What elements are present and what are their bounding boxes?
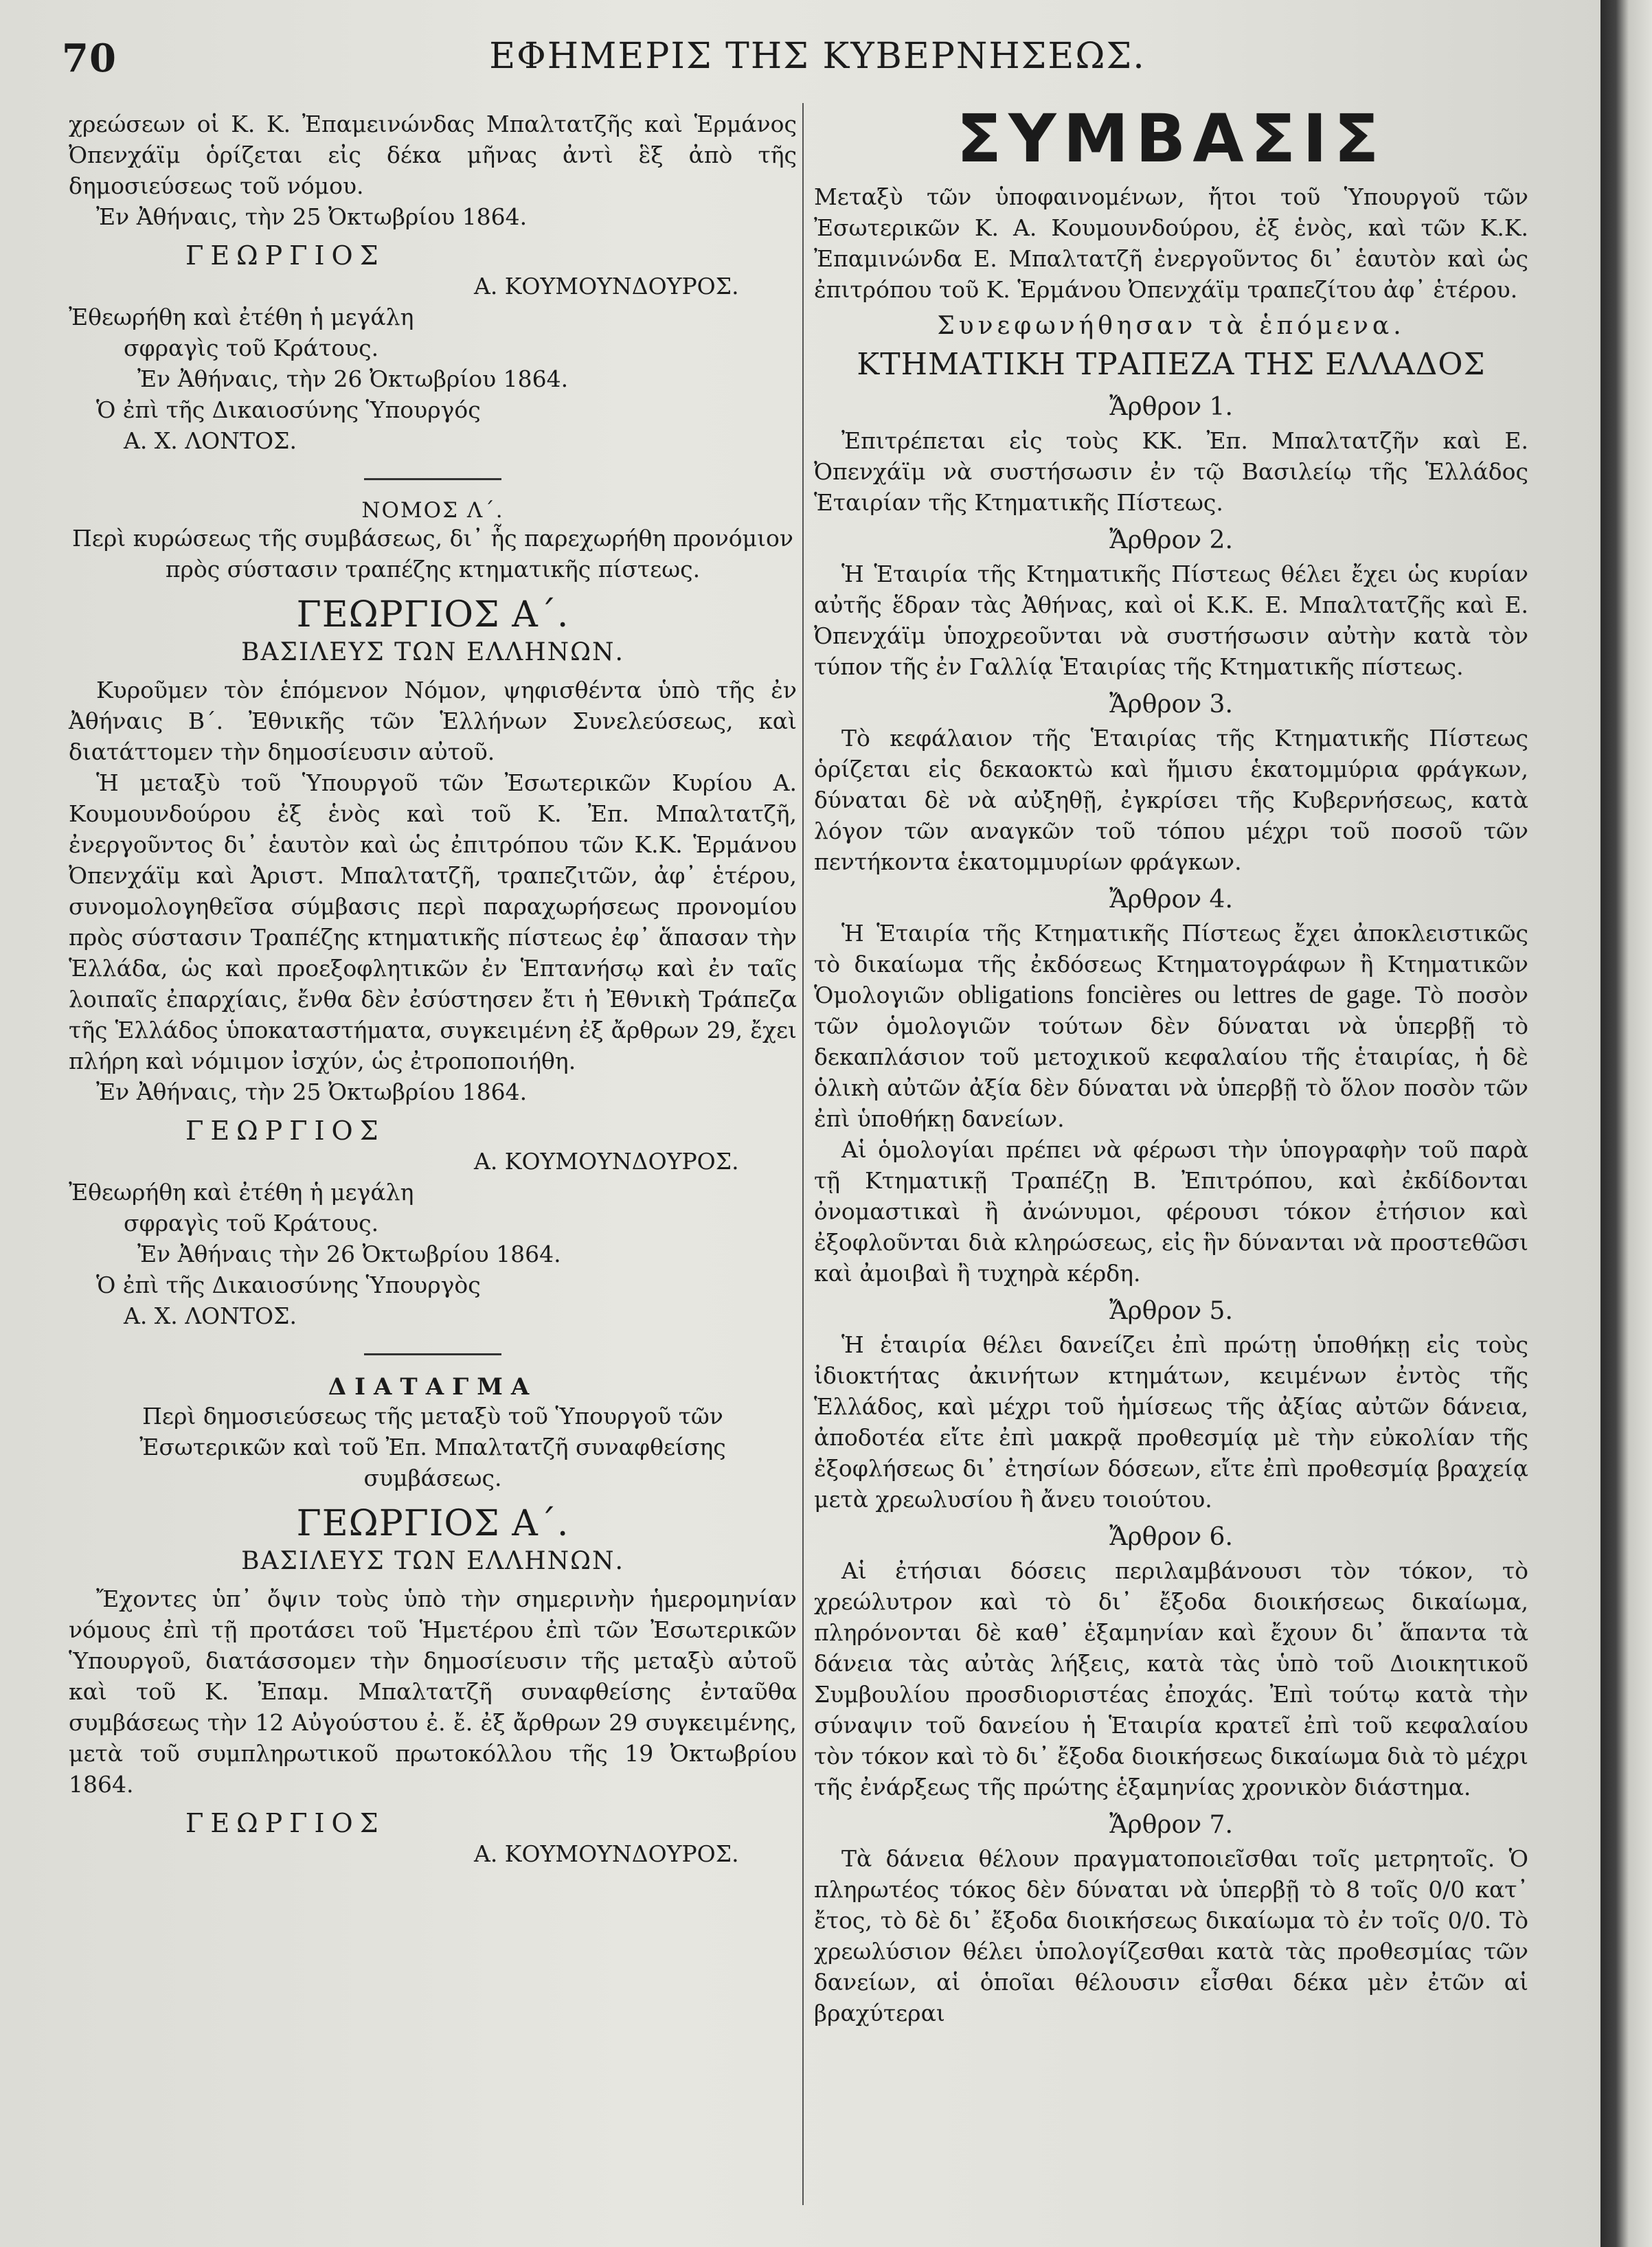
article-text: Ἡ Ἑταιρία τῆς Κτηματικῆς Πίστεως θέλει ἔχει ὡς κυρίαν αὐτῆς ἕδραν τὰς Ἀθήνας, καὶ οἱ Κ.Κ. Ε. Μπαλτατζῆς καὶ Ε. Ὀπενχάϊμ ὑποχρεοῦνται νὰ συστήσωσιν αὐτὴν κατὰ τὸν τύπον τῆς ἐν Γαλλίᾳ Ἑταιρίας τῆς Κτηματικῆς πίστεως.	[814, 561, 1528, 680]
page-number: 70	[62, 36, 117, 81]
article-heading: Ἄρθρον 2.	[1109, 526, 1233, 554]
seal-note: Ἐθεωρήθη καὶ ἐτέθη ἡ μεγάλη	[69, 304, 414, 330]
royal-title: ΒΑΣΙΛΕΥΣ ΤΩΝ ΕΛΛΗΝΩΝ.	[241, 1547, 624, 1575]
column-divider	[802, 103, 804, 2205]
article-text: Αἱ ἐτήσιαι δόσεις περιλαμβάνουσι τὸν τόκον, τὸ χρεώλυτρον καὶ τὸ δι᾽ ἔξοδα διοικήσεως δικαίωμα, πληρόνονται δὲ καθ᾽ ἑξαμηνίαν καὶ ἔχουν δι᾽ ἅπαντα τὰ δάνεια τὰς αὐτὰς λήξεις, κατὰ τὰς ὑπὸ τοῦ Διοικητικοῦ Συμβουλίου προσδιοριστέας ἐποχάς. Ἐπὶ τούτῳ κατὰ τὴν σύναψιν τοῦ δανείου ἡ Ἑταιρία κρατεῖ ἐπὶ τοῦ κεφαλαίου τὸν τόκον καὶ τὸ δι᾽ ἔξοδα διοικήσεως δικαίωμα διὰ τὸ μέχρι τῆς ἐνάρξεως τῆς πρώτης ἑξαμηνίας χρονικὸν διάστημα.	[814, 1557, 1528, 1800]
agreed-line: Συνεφωνήθησαν τὰ ἑπόμενα.	[937, 312, 1405, 340]
right-column	[814, 100, 1528, 2029]
article-text-part: Τὸ ποσὸν τῶν ὁμολογιῶν τούτων δὲν δύναται νὰ ὑπερβῇ τὸ δεκαπλάσιον τοῦ μετοχικοῦ κεφαλαίου τῆς ἑταιρίας, ἡ δὲ ὁλικὴ αὐτῶν ἀξία δὲν δύναται νὰ ὑπερβῇ τὸ ὅλον ποσὸν τῶν ἐπὶ ὑποθήκῃ δανείων.	[814, 982, 1528, 1132]
article-text: Τὰ δάνεια θέλουν πραγματοποιεῖσθαι τοῖς μετρητοῖς. Ὁ πληρωτέος τόκος δὲν δύναται νὰ ὑπερβῇ τὸ 8 τοῖς 0/0 κατ᾽ ἔτος, τὸ δὲ δι᾽ ἔξοδα διοικήσεως δικαίωμα τὸ ἐν τοῖς 0/0. Τὸ χρεωλύσιον θέλει ὑπολογίζεσθαι κατὰ τὰς προθεσμίας τῶν δανείων, αἱ ὁποῖαι θέλουσιν εἶσθαι δέκα μὲν ἐτῶν αἱ βραχύτεραι	[814, 1845, 1528, 2026]
section-rule	[364, 1353, 501, 1355]
royal-title: ΒΑΣΙΛΕΥΣ ΤΩΝ ΕΛΛΗΝΩΝ.	[241, 638, 624, 666]
article-heading: Ἄρθρον 1.	[1109, 393, 1233, 421]
book-binding-edge	[1600, 0, 1652, 2247]
running-header: ΕΦΗΜΕΡΙΣ ΤΗΣ ΚΥΒΕΡΝΗΣΕΩΣ.	[489, 36, 1146, 77]
bank-title: ΚΤΗΜΑΤΙΚΗ ΤΡΑΠΕΖΑ ΤΗΣ ΕΛΛΑΔΟΣ	[857, 347, 1486, 382]
article-heading: Ἄρθρον 6.	[1109, 1523, 1233, 1551]
date-line: Ἐν Ἀθήναις, τὴν 25 Ὀκτωβρίου 1864.	[96, 1079, 528, 1105]
french-term: obligations foncières ou lettres de gage.	[958, 980, 1402, 1009]
seal-note: Ἐθεωρήθη καὶ ἐτέθη ἡ μεγάλη	[69, 1179, 414, 1206]
section-rule	[364, 478, 501, 480]
continued-text: χρεώσεων οἱ Κ. Κ. Ἐπαμεινώνδας Μπαλτατζῆς καὶ Ἑρμάνος Ὀπενχάϊμ ὁρίζεται εἰς δέκα μῆνας ἀντὶ ἓξ ἀπὸ τῆς δημοσιεύσεως τοῦ νόμου.	[69, 111, 797, 199]
article-text-part: Ἡ Ἑταιρία τῆς Κτηματικῆς Πίστεως ἔχει ἀποκλειστικῶς τὸ δικαίωμα τῆς ἐκδόσεως Κτηματογράφων ἢ Κτηματικῶν Ὁμολογιῶν	[814, 920, 1528, 1008]
article-text: Αἱ ὁμολογίαι πρέπει νὰ φέρωσι τὴν ὑπογραφὴν τοῦ παρὰ τῇ Κτηματικῇ Τραπέζῃ Β. Ἐπιτρόπου, καὶ ἐκδίδονται ὀνομαστικαὶ ἢ ἀνώνυμοι, φέρουσι τόκον ἐτήσιον καὶ ἐξοφλοῦνται διὰ κληρώσεως, εἰς ἣν δύνανται νὰ προστεθῶσι καὶ ἀμοιβαὶ ἢ τυχηρὰ κέρδη.	[814, 1136, 1528, 1287]
ratification-text: Κυροῦμεν τὸν ἑπόμενον Νόμον, ψηφισθέντα ὑπὸ τῆς ἐν Ἀθήναις Β΄. Ἐθνικῆς τῶν Ἑλλήνων Συνελεύσεως, καὶ διατάττομεν τὴν δημοσίευσιν αὐτοῦ.	[69, 677, 797, 765]
date-line: Ἐν Ἀθήναις, τὴν 26 Ὀκτωβρίου 1864.	[137, 365, 569, 392]
article-heading: Ἄρθρον 3.	[1109, 690, 1233, 719]
justice-minister-title: Ὁ ἐπὶ τῆς Δικαιοσύνης Ὑπουργός	[96, 396, 481, 423]
seal-note-cont: σφραγὶς τοῦ Κράτους.	[124, 1210, 379, 1237]
article-heading: Ἄρθρον 5.	[1109, 1297, 1233, 1325]
minister-signature: Α. ΚΟΥΜΟΥΝΔΟΥΡΟΣ.	[474, 273, 739, 300]
decree-heading: ΔΙΑΤΑΓΜΑ	[328, 1373, 538, 1401]
law-body: Ἡ μεταξὺ τοῦ Ὑπουργοῦ τῶν Ἐσωτερικῶν Κυρίου Α. Κουμουνδούρου ἐξ ἑνὸς καὶ τοῦ Κ. Ἐπ. Μπαλτατζῆ, ἐνεργοῦντος δι᾽ ἑαυτὸν καὶ ὡς ἐπιτρόπου τῶν Κ.Κ. Ἑρμάνου Ὀπενχάϊμ καὶ Ἀριστ. Μπαλτατζῆ, τραπεζιτῶν, ἀφ᾽ ἑτέρου, συνομολογηθεῖσα σύμβασις περὶ παραχωρήσεως προνομίου πρὸς σύστασιν Τραπέζης κτηματικῆς πίστεως ἐφ᾽ ἅπασαν τὴν Ἑλλάδα, ὡς καὶ προεξοφλητικῶν ἐν Ἑπτανήσῳ καὶ ἐν ταῖς λοιπαῖς ἐπαρχίαις, ἔνθα δὲν ἐσύστησεν ἔτι ἡ Ἐθνικὴ Τράπεζα τῆς Ἑλλάδος ὑποκαταστήματα, συγκειμένη ἐξ ἄρθρων 29, ἔχει πλήρη καὶ νόμιμον ἰσχύν, ὡς ἐτροποποιήθη.	[69, 769, 797, 1074]
seal-note-cont: σφραγὶς τοῦ Κράτους.	[124, 335, 379, 361]
date-line: Ἐν Ἀθήναις, τὴν 25 Ὀκτωβρίου 1864.	[96, 203, 528, 230]
justice-minister-name: Α. Χ. ΛΟΝΤΟΣ.	[124, 1302, 297, 1329]
king-heading: ΓΕΩΡΓΙΟΣ Α΄.	[296, 594, 569, 635]
decree-subject: Περὶ δημοσιεύσεως τῆς μεταξὺ τοῦ Ὑπουργοῦ τῶν Ἐσωτερικῶν καὶ τοῦ Ἐπ. Μπαλτατζῆ συναφθείσης συμβάσεως.	[139, 1403, 726, 1491]
justice-minister-name: Α. Χ. ΛΟΝΤΟΣ.	[124, 427, 297, 454]
justice-minister-title: Ὁ ἐπὶ τῆς Δικαιοσύνης Ὑπουργὸς	[96, 1272, 481, 1298]
article-text: Τὸ κεφάλαιον τῆς Ἑταιρίας τῆς Κτηματικῆς Πίστεως ὁρίζεται εἰς δεκαοκτὼ καὶ ἥμισυ ἑκατομμύρια φράγκων, δύναται δὲ νὰ αὐξηθῇ, ἐγκρίσει τῆς Κυβερνήσεως, κατὰ λόγον τῶν αναγκῶν τοῦ τόπου μέχρι τοῦ ποσοῦ τῶν πεντήκοντα ἑκατομμυρίων φράγκων.	[814, 725, 1528, 875]
royal-signature: ΓΕΩΡΓΙΟΣ	[185, 1116, 385, 1146]
left-column	[69, 109, 797, 1869]
article-text: Ἐπιτρέπεται εἰς τοὺς ΚΚ. Ἐπ. Μπαλτατζῆν καὶ Ε. Ὀπενχάϊμ νὰ συστήσωσιν ἐν τῷ Βασιλείῳ τῆς Ἑλλάδος Ἑταιρίαν τῆς Κτηματικῆς Πίστεως.	[814, 427, 1528, 516]
agreement-parties: Μεταξὺ τῶν ὑποφαινομένων, ἤτοι τοῦ Ὑπουργοῦ τῶν Ἐσωτερικῶν Κ. Α. Κουμουνδούρου, ἐξ ἑνὸς, καὶ τῶν Κ.Κ. Ἐπαμινώνδα Ε. Μπαλτατζῆ ἐνεργοῦντος δι᾽ ἑαυτὸν καὶ ὡς ἐπιτρόπου τοῦ Κ. Ἑρμάνου Ὀπενχάϊμ τραπεζίτου ἀφ᾽ ἑτέρου.	[814, 183, 1528, 303]
king-heading: ΓΕΩΡΓΙΟΣ Α΄.	[296, 1503, 569, 1544]
article-text	[814, 918, 1528, 1134]
minister-signature: Α. ΚΟΥΜΟΥΝΔΟΥΡΟΣ.	[474, 1148, 739, 1175]
law-number: ΝΟΜΟΣ Λ΄.	[361, 498, 504, 523]
article-heading: Ἄρθρον 4.	[1109, 885, 1233, 914]
decree-body: Ἔχοντες ὑπ᾽ ὄψιν τοὺς ὑπὸ τὴν σημερινὴν ἡμερομηνίαν νόμους ἐπὶ τῇ προτάσει τοῦ Ἡμετέρου ἐπὶ τῶν Ἐσωτερικῶν Ὑπουργοῦ, διατάσσομεν τὴν δημοσίευσιν τῆς μεταξὺ αὐτοῦ καὶ τοῦ Κ. Ἐπαμ. Μπαλτατζῆ συναφθείσης ἐνταῦθα συμβάσεως τὴν 12 Αὐγούστου ἐ. ἔ. ἐξ ἄρθρων 29 συγκειμένης, μετὰ τοῦ συμπληρωτικοῦ πρωτοκόλλου τῆς 19 Ὀκτωβρίου 1864.	[69, 1585, 797, 1798]
minister-signature: Α. ΚΟΥΜΟΥΝΔΟΥΡΟΣ.	[474, 1840, 739, 1867]
article-text: Ἡ ἑταιρία θέλει δανείζει ἐπὶ πρώτῃ ὑποθήκῃ εἰς τοὺς ἰδιοκτήτας ἀκινήτων κτημάτων, κειμένων ἐντὸς τῆς Ἑλλάδος, καὶ μέχρι τοῦ ἡμίσεως τῆς ἀξίας αὐτῶν δάνεια, ἀποδοτέα εἴτε ἐπὶ μακρᾷ προθεσμίᾳ μὲ τὴν εὐκολίαν τῆς ἐξοφλήσεως δι᾽ ἐτησίων δόσεων, εἴτε ἐπὶ προθεσμίᾳ βραχείᾳ μετὰ χρεωλυσίου ἢ ἄνευ τοιούτου.	[814, 1331, 1528, 1513]
article-heading: Ἄρθρον 7.	[1109, 1811, 1233, 1839]
agreement-heading: ΣΥΜΒΑΣΙΣ	[956, 100, 1386, 177]
law-subject: Περὶ κυρώσεως τῆς συμβάσεως, δι᾽ ἧς παρεχωρήθη προνόμιον πρὸς σύστασιν τραπέζης κτηματικῆς πίστεως.	[71, 525, 793, 583]
date-line: Ἐν Ἀθήναις τὴν 26 Ὀκτωβρίου 1864.	[137, 1241, 561, 1267]
royal-signature: ΓΕΩΡΓΙΟΣ	[185, 240, 385, 271]
royal-signature: ΓΕΩΡΓΙΟΣ	[185, 1808, 385, 1838]
